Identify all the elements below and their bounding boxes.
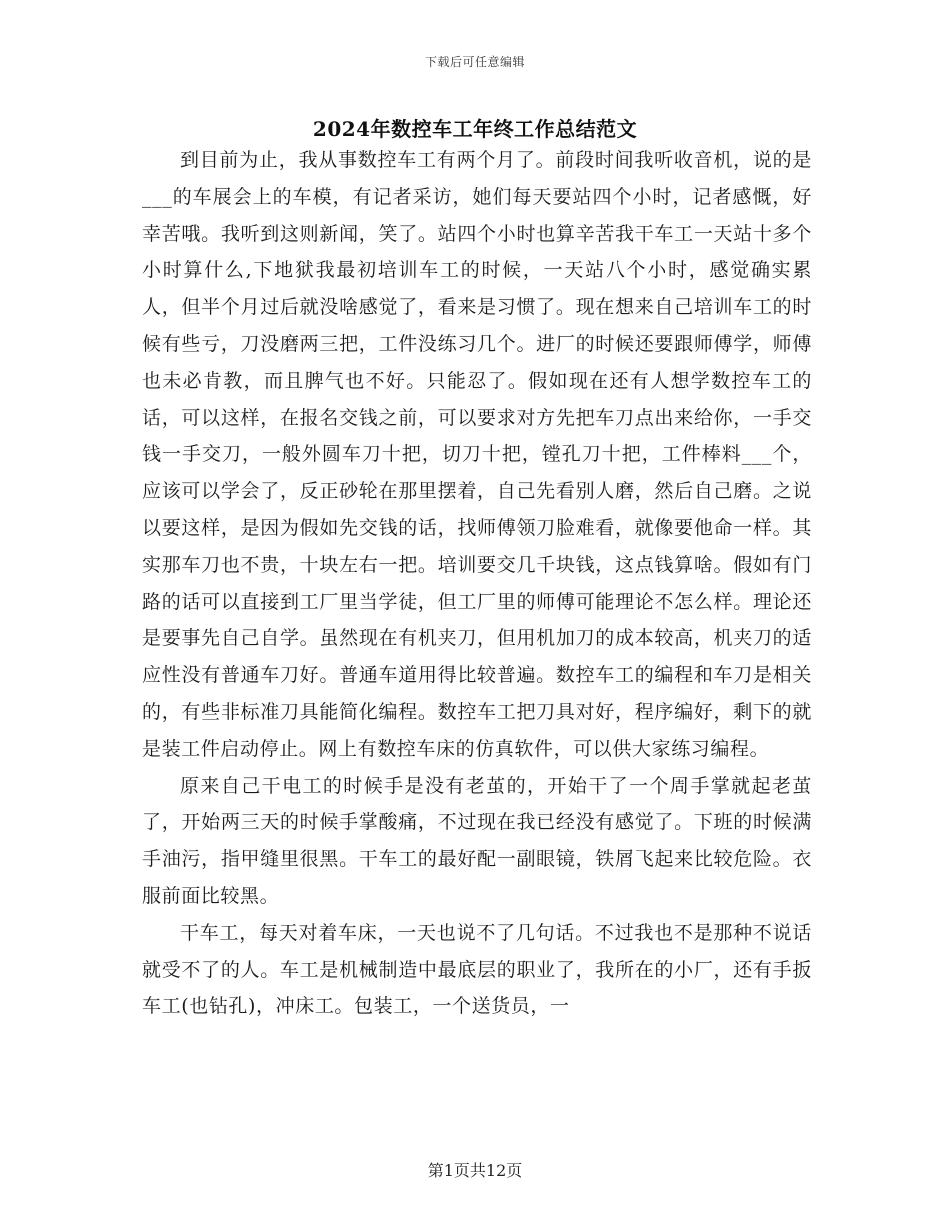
- page-indicator: 第1页共12页: [427, 1161, 523, 1180]
- paragraph-3: 干车工，每天对着车床，一天也说不了几句话。不过我也不是那种不说话就受不了的人。车工是机械制造中最底层的职业了，我所在的小厂，还有手扳车工(也钻孔)，冲床工。包装工，一个送货员，一: [142, 921, 812, 1018]
- paragraph-2: 原来自己干电工的时候手是没有老茧的，开始干了一个周手掌就起老茧了，开始两三天的时候手掌酸痛，不过现在我已经没有感觉了。下班的时候满手油污，指甲缝里很黑。干车工的最好配一副眼镜，铁屑飞起来比较危险。衣服前面比较黑。: [142, 774, 812, 907]
- document-body: [142, 142, 812, 1025]
- paragraph-1: 到目前为止，我从事数控车工有两个月了。前段时间我听收音机，说的是___的车展会上的车模，有记者采访，她们每天要站四个小时，记者感慨，好幸苦哦。我听到这则新闻，笑了。站四个小时也算辛苦我干车工一天站十多个小时算什么,下地狱我最初培训车工的时候，一天站八个小时，感觉确实累人，但半个月过后就没啥感觉了，看来是习惯了。现在想来自己培训车工的时候有些亏，刀没磨两三把，工件没练习几个。进厂的时候还要跟师傅学，师傅也未必肯教，而且脾气也不好。只能忍了。假如现在还有人想学数控车工的话，可以这样，在报名交钱之前，可以要求对方先把车刀点出来给你，一手交钱一手交刀，一般外圆车刀十把，切刀十把，镗孔刀十把，工件棒料___个，应该可以学会了，反正砂轮在那里摆着，自己先看别人磨，然后自己磨。之说以要这样，是因为假如先交钱的话，找师傅领刀脸难看，就像要他命一样。其实那车刀也不贵，十块左右一把。培训要交几千块钱，这点钱算啥。假如有门路的话可以直接到工厂里当学徒，但工厂里的师傅可能理论不怎么样。理论还是要事先自己自学。虽然现在有机夹刀，但用机加刀的成本较高，机夹刀的适应性没有普通车刀好。普通车道用得比较普遍。数控车工的编程和车刀是相关的，有些非标准刀具能简化编程。数控车工把刀具对好，程序编好，剩下的就是装工件启动停止。网上有数控车床的仿真软件，可以供大家练习编程。: [142, 149, 812, 760]
- header-note: 下载后可任意编辑: [424, 55, 525, 69]
- document-title: 2024年数控车工年终工作总结范文: [312, 117, 638, 141]
